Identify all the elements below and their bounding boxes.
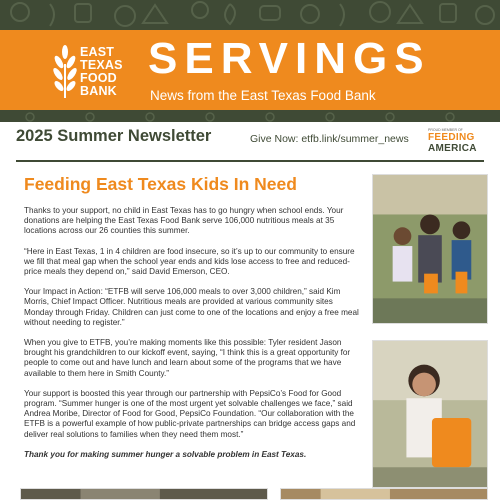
- article-paragraph: Your Impact in Action: “ETFB will serve 106,000 meals to over 3,000 children,” said Kim Morris, Chief Impact Officer. Nutritious meals are provided at various community sites Monday through Friday. Children can just come to one of the locations and enjoy a free meal without needing to register.”: [24, 287, 359, 327]
- photo-family-group: [372, 174, 488, 324]
- food-pattern-graphic: [0, 111, 500, 122]
- give-now-link[interactable]: Give Now: etfb.link/summer_news: [250, 133, 409, 145]
- logo-line: FOOD: [80, 71, 117, 85]
- wheat-icon: [52, 44, 78, 100]
- header-pattern-band-bottom: [0, 110, 500, 122]
- partner-tagline: PROUD MEMBER OF: [428, 128, 463, 132]
- masthead: [0, 30, 500, 110]
- article-headline: Feeding East Texas Kids In Need: [24, 174, 297, 194]
- photo-bottom-left: [20, 488, 268, 500]
- etfb-logo: [52, 44, 142, 100]
- newsletter-title: 2025 Summer Newsletter: [16, 127, 212, 145]
- logo-line: BANK: [80, 84, 117, 98]
- header-pattern-band: [0, 0, 500, 30]
- photo-child-with-bag: [372, 340, 488, 488]
- food-pattern-graphic: [0, 0, 500, 30]
- article-paragraph: “Here in East Texas, 1 in 4 children are food insecure, so it’s up to our community to ensure we fill that meal gap when the school year ends and kids lose access to free and reduced-price meals they depend on,” said David Emerson, CEO.: [24, 246, 355, 277]
- photo-placeholder-graphic: [373, 175, 487, 323]
- article-paragraph: When you give to ETFB, you’re making moments like this possible: Tyler resident Jason brought his grandchildren to our kickoff event, saying, “I think this is a great opportunity for people to come out and have lunch and learn about some of the programs that we have available to them here in Smith County.”: [24, 338, 351, 378]
- photo-bottom-right: [280, 488, 488, 500]
- article-paragraph: Your support is boosted this year through our partnership with PepsiCo’s Food for Good program. “Summer hunger is one of the most urgent yet solvable challenges we face,” said Andrea Moribe, Director of Food for Good, PepsiCo Foundation. “Our collaboration with the ETFB is a powerful example of how public-private partnerships can bridge access gaps and deliver real solutions to families when they need them most.”: [24, 388, 356, 439]
- section-divider: [16, 160, 484, 162]
- masthead-title: SERVINGS: [148, 34, 431, 83]
- feeding-america-logo: [428, 128, 490, 158]
- photo-placeholder-graphic: [21, 489, 267, 499]
- logo-line: TEXAS: [80, 58, 123, 72]
- logo-wordmark: [80, 46, 150, 98]
- masthead-subtitle: News from the East Texas Food Bank: [150, 88, 376, 103]
- photo-placeholder-graphic: [373, 341, 487, 487]
- article-closing: Thank you for making summer hunger a solvable problem in East Texas.: [24, 449, 307, 459]
- partner-name-line-1: FEEDING: [428, 132, 475, 143]
- logo-line: EAST: [80, 45, 115, 59]
- photo-placeholder-graphic: [281, 489, 487, 499]
- partner-name-line-2: AMERICA: [428, 143, 477, 154]
- article-body: [24, 206, 364, 470]
- article-paragraph: Thanks to your support, no child in East Texas has to go hungry when school ends. Your donations are helping the East Texas Food Bank serve 106,000 nutritious meals at 35 locations across our 26 counties this summer.: [24, 206, 344, 236]
